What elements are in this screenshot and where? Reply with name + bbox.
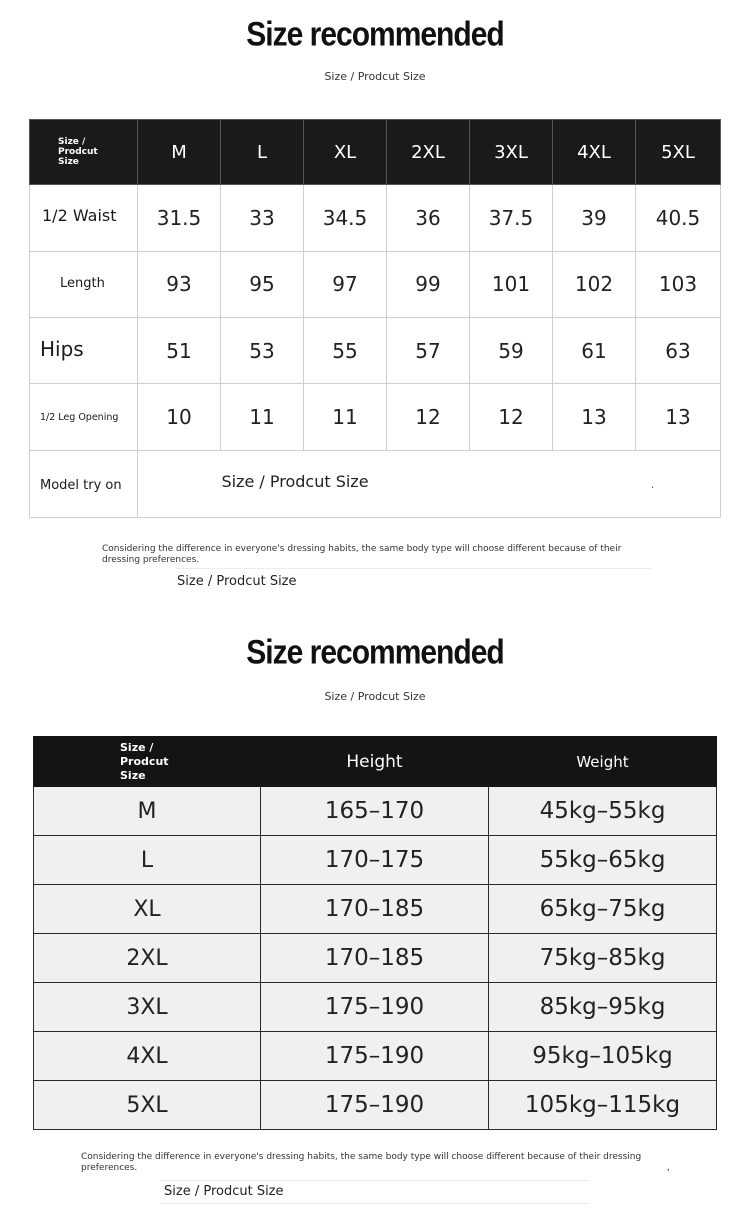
size-header-3xl: 3XL [470,120,553,185]
table-row [34,934,717,983]
weight-cell: 75kg–85kg [489,934,717,983]
table-cell: 93 [138,251,221,317]
table-cell: 97 [304,251,387,317]
table-cell: 10 [138,384,221,450]
table-cell: 33 [221,185,304,251]
weight-cell: 95kg–105kg [489,1032,717,1081]
size-cell: 5XL [34,1081,261,1130]
size-header-4xl: 4XL [553,120,636,185]
table-row [34,836,717,885]
table-cell: 36 [387,185,470,251]
size-header-xl: XL [304,120,387,185]
table-cell: 53 [221,317,304,383]
table-corner-label: Size / Prodcut Size [30,120,138,185]
size-header-l: L [221,120,304,185]
section2-note: Considering the difference in everyone's dressing habits, the same body type will choose different because of their dressing preferences. [81,1152,642,1173]
row-label-waist: 1/2 Waist [42,206,117,226]
table-row [30,317,721,383]
size-cell: XL [34,885,261,934]
row-label-leg-opening: 1/2 Leg Opening [40,412,119,424]
section1-subtitle: Size / Prodcut Size [324,70,426,83]
table-row [30,251,721,317]
size-cell: 4XL [34,1032,261,1081]
height-cell: 175–190 [261,1081,489,1130]
table-header-row [30,120,721,185]
body-size-table [33,736,717,1130]
table-cell: 99 [387,251,470,317]
table-cell: 63 [636,317,721,383]
section1-note: Considering the difference in everyone's dressing habits, the same body type will choose different because of their dressing preferences. [102,544,622,565]
model-try-on-text: Size / Prodcut Size [221,472,369,492]
weight-cell: 85kg–95kg [489,983,717,1032]
table-row [30,185,721,251]
weight-cell: 45kg–55kg [489,787,717,836]
size-header-5xl: 5XL [636,120,721,185]
size-cell: 2XL [34,934,261,983]
faint-divider [160,1203,590,1204]
table-cell: 57 [387,317,470,383]
weight-cell: 105kg–115kg [489,1081,717,1130]
table-cell: 11 [304,384,387,450]
table-cell: 13 [636,384,721,450]
table-row [34,885,717,934]
size-header-m: M [138,120,221,185]
model-dot-mark: . [651,480,655,491]
size-measurement-table [29,119,721,518]
section1-title: Size recommended [246,15,504,54]
table-cell: 39 [553,185,636,251]
table-cell: 59 [470,317,553,383]
table-cell: 95 [221,251,304,317]
row-label-hips: Hips [40,336,84,361]
size-cell: M [34,787,261,836]
row-label-model-try-on: Model try on [40,478,122,494]
height-cell: 175–190 [261,1032,489,1081]
row-label-length: Length [60,275,105,291]
header-weight: Weight [489,737,717,787]
table-corner-label: Size / Prodcut Size [34,737,261,787]
table-row [34,787,717,836]
size-cell: 3XL [34,983,261,1032]
section2-title: Size recommended [246,633,504,672]
faint-divider [160,1180,590,1181]
height-cell: 175–190 [261,983,489,1032]
height-cell: 170–185 [261,934,489,983]
height-cell: 165–170 [261,787,489,836]
table-cell: 55 [304,317,387,383]
weight-cell: 55kg–65kg [489,836,717,885]
table-cell: 103 [636,251,721,317]
table-cell: 31.5 [138,185,221,251]
table-cell: 37.5 [470,185,553,251]
table-row [34,1032,717,1081]
table-row [34,983,717,1032]
height-cell: 170–175 [261,836,489,885]
section1-footer: Size / Prodcut Size [177,574,297,589]
size-header-2xl: 2XL [387,120,470,185]
table-cell: 11 [221,384,304,450]
table-cell: 40.5 [636,185,721,251]
table-cell: 12 [387,384,470,450]
table-cell: 12 [470,384,553,450]
section2-footer: Size / Prodcut Size [164,1184,284,1199]
section2-note-mark: , [667,1163,670,1173]
model-try-on-row [30,450,721,517]
height-cell: 170–185 [261,885,489,934]
weight-cell: 65kg–75kg [489,885,717,934]
section2-subtitle: Size / Prodcut Size [324,690,426,703]
table-cell: 13 [553,384,636,450]
table-cell: 101 [470,251,553,317]
table-cell: 51 [138,317,221,383]
table-cell: 102 [553,251,636,317]
table-row [34,1081,717,1130]
table-cell: 34.5 [304,185,387,251]
table-row [30,384,721,450]
size-cell: L [34,836,261,885]
table-cell: 61 [553,317,636,383]
header-height: Height [261,737,489,787]
table-header-row [34,737,717,787]
faint-divider [176,568,651,569]
